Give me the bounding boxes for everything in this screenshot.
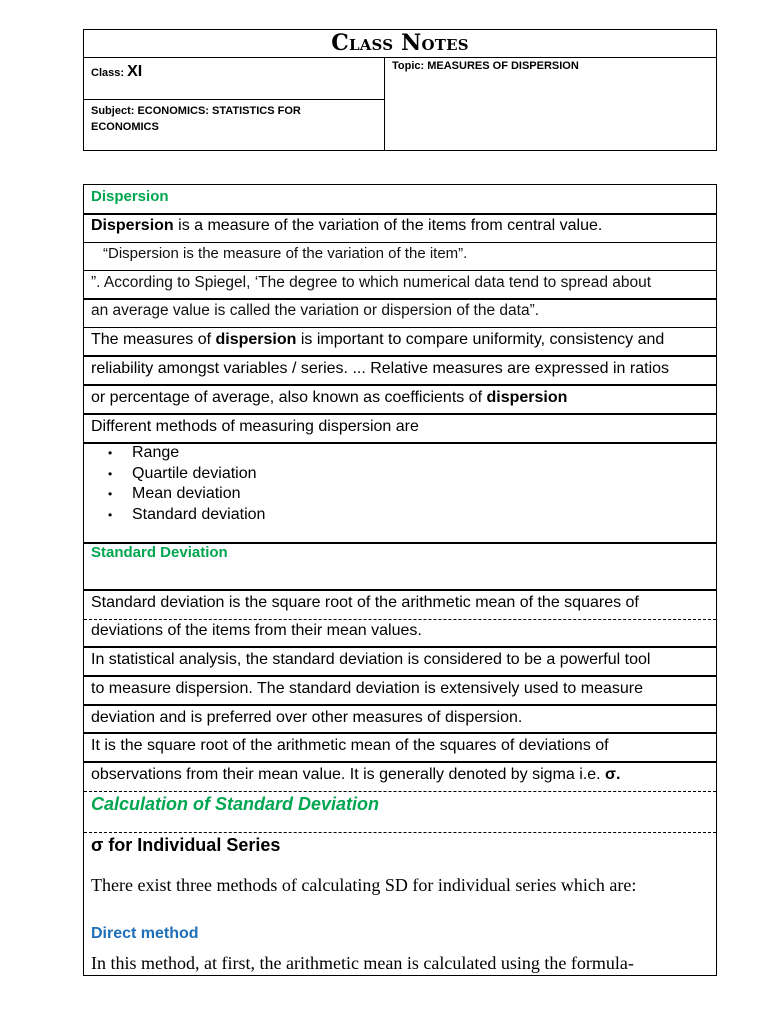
header-table <box>83 29 717 151</box>
sd-row-3 <box>84 648 716 677</box>
sd-heading-row <box>84 544 716 591</box>
sd-text-1: Standard deviation is the square root of the arithmetic mean of the squares of <box>91 594 639 611</box>
page-title: Class Notes <box>84 30 716 58</box>
sd-row-7 <box>84 763 716 792</box>
direct-heading: Direct method <box>91 925 199 942</box>
methods-list <box>91 444 716 525</box>
list-item: • Standard deviation <box>132 505 716 526</box>
definition-row <box>84 215 716 243</box>
sd-row-5 <box>84 706 716 734</box>
measures-text-3a: or percentage of average, also known as coefficients of <box>91 389 487 406</box>
spiegel-row-2 <box>84 300 716 328</box>
sd-text-3: In statistical analysis, the standard deviation is considered to be a powerful tool <box>91 651 651 668</box>
methods-intro: Different methods of measuring dispersion are <box>91 418 419 435</box>
sd-text-7b: σ. <box>605 766 621 783</box>
sd-heading: Standard Deviation <box>91 544 228 561</box>
sd-row-1 <box>84 591 716 620</box>
measures-row-1 <box>84 328 716 357</box>
individual-heading: σ for Individual Series <box>91 835 281 855</box>
subject-cell: Subject: ECONOMICS: STATISTICS FOR ECONOMICS <box>91 105 301 133</box>
quote-text: “Dispersion is the measure of the variation of the item”. <box>103 245 468 262</box>
topic-cell: Topic: MEASURES OF DISPERSION <box>392 60 579 72</box>
sd-row-6 <box>84 734 716 763</box>
class-label: Class: <box>91 67 125 79</box>
dispersion-heading-row <box>84 185 716 215</box>
sd-text-4: to measure dispersion. The standard deviation is extensively used to measure <box>91 680 644 697</box>
calc-heading: Calculation of Standard Deviation <box>91 794 380 814</box>
individual-series-block <box>84 833 716 977</box>
class-value: XI <box>127 63 143 80</box>
measures-text-1b: dispersion <box>215 331 297 348</box>
sd-text-5: deviation and is preferred over other measures of dispersion. <box>91 709 523 726</box>
definition-text: is a measure of the variation of the items from central value. <box>173 217 603 234</box>
measures-text-1a: The measures of <box>91 331 216 348</box>
direct-text: In this method, at first, the arithmetic mean is calculated using the formula- <box>91 953 634 973</box>
sd-text-6: It is the square root of the arithmetic mean of the squares of deviations of <box>91 737 609 754</box>
spiegel-text-2: an average value is called the variation or dispersion of the data”. <box>91 302 540 319</box>
class-cell <box>84 57 384 100</box>
methods-list-row <box>84 444 716 544</box>
quote-row <box>84 243 716 271</box>
measures-text-1c: is important to compare uniformity, consistency and <box>296 331 665 348</box>
definition-term: Dispersion <box>91 217 174 234</box>
sd-text-7a: observations from their mean value. It is generally denoted by sigma i.e. <box>91 766 606 783</box>
individual-text: There exist three methods of calculating SD for individual series which are: <box>91 875 637 895</box>
measures-text-2: reliability amongst variables / series. ... Relative measures are expressed in ratios <box>91 360 670 377</box>
spiegel-text-1: ”. According to Spiegel, ‘The degree to which numerical data tend to spread about <box>91 274 652 291</box>
measures-row-2 <box>84 357 716 386</box>
sd-row-4 <box>84 677 716 706</box>
methods-intro-row <box>84 415 716 444</box>
list-item: • Quartile deviation <box>132 464 716 485</box>
content-table <box>83 184 717 976</box>
header-left-column <box>84 57 385 150</box>
calc-heading-row <box>84 792 716 833</box>
dispersion-heading: Dispersion <box>91 188 169 205</box>
measures-text-3b: dispersion <box>486 389 568 406</box>
sd-text-2: deviations of the items from their mean values. <box>91 622 422 639</box>
list-item: • Mean deviation <box>132 484 716 505</box>
sd-row-2 <box>84 620 716 648</box>
measures-row-3 <box>84 386 716 415</box>
list-item: • Range <box>132 444 716 464</box>
spiegel-row-1 <box>84 271 716 300</box>
